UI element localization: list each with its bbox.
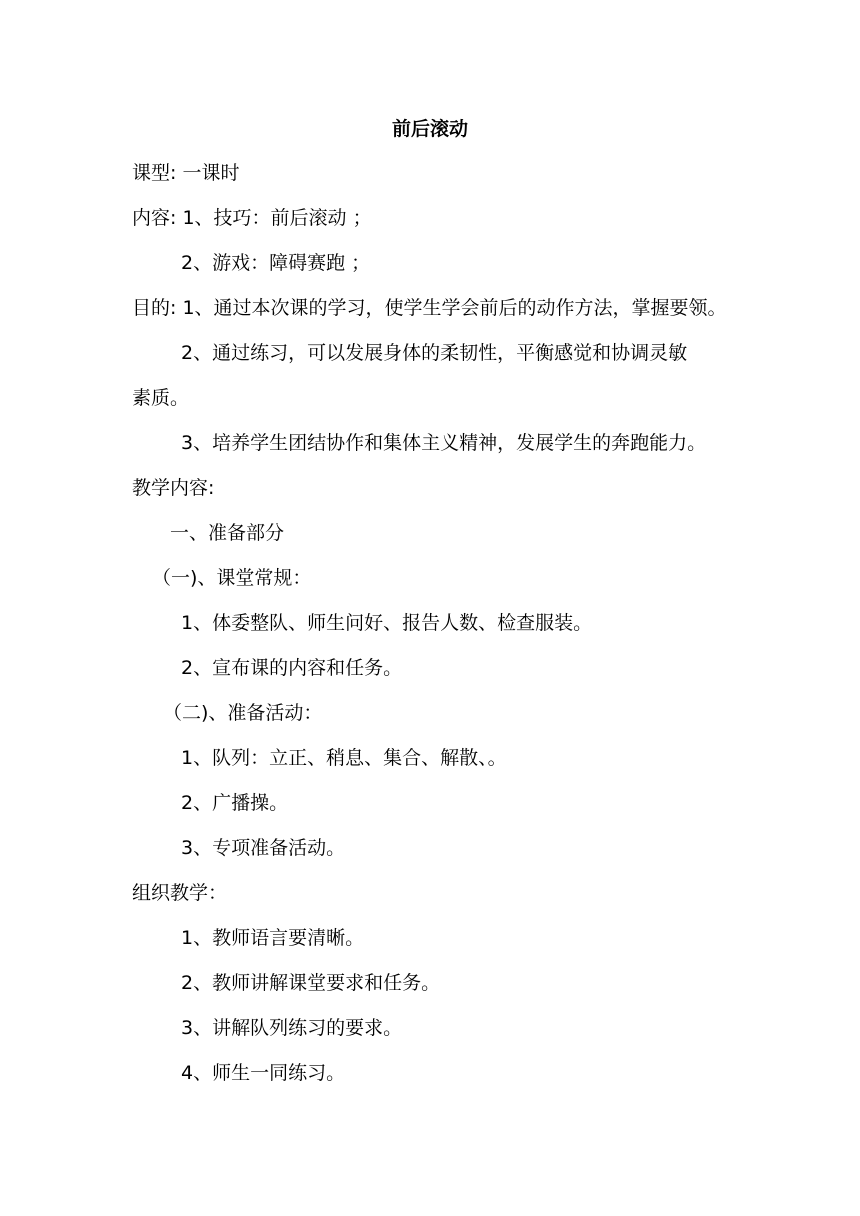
organization-item-1: 1、教师语言要清晰。 (181, 927, 365, 949)
content-line-2: 2、游戏：障碍赛跑 ； (181, 252, 371, 274)
warmup-item-3: 3、专项准备活动。 (181, 837, 346, 859)
subsection-warmup: （二)、准备活动： (163, 702, 323, 724)
document-title: 前后滚动 (391, 118, 468, 140)
organization-heading: 组织教学： (132, 882, 228, 904)
routine-item-1: 1、体委整队、师生问好、报告人数、检查服装。 (181, 612, 593, 634)
section-preparation: 一、准备部分 (170, 522, 285, 544)
subsection-class-routine: （一)、课堂常规： (152, 567, 312, 589)
goal-line-2: 2、通过练习，可以发展身体的柔韧性，平衡感觉和协调灵敏 (181, 342, 688, 364)
goal-line-2-continued: 素质。 (132, 387, 190, 409)
goal-line-3: 3、培养学生团结协作和集体主义精神，发展学生的奔跑能力。 (181, 432, 707, 454)
routine-item-2: 2、宣布课的内容和任务。 (181, 657, 403, 679)
organization-item-4: 4、师生一同练习。 (181, 1062, 346, 1084)
content-line-1: 内容: 1、技巧：前后滚动 ； (132, 207, 372, 229)
warmup-item-1: 1、队列：立正、稍息、集合、解散、。 (181, 747, 507, 769)
lesson-type-line: 课型: 一课时 (132, 162, 240, 184)
teaching-content-heading: 教学内容: (132, 477, 215, 499)
organization-item-3: 3、讲解队列练习的要求。 (181, 1017, 403, 1039)
goal-line-1: 目的: 1、通过本次课的学习，使学生学会前后的动作方法，掌握要领。 (132, 297, 727, 319)
organization-item-2: 2、教师讲解课堂要求和任务。 (181, 972, 441, 994)
warmup-item-2: 2、广播操。 (181, 792, 289, 814)
